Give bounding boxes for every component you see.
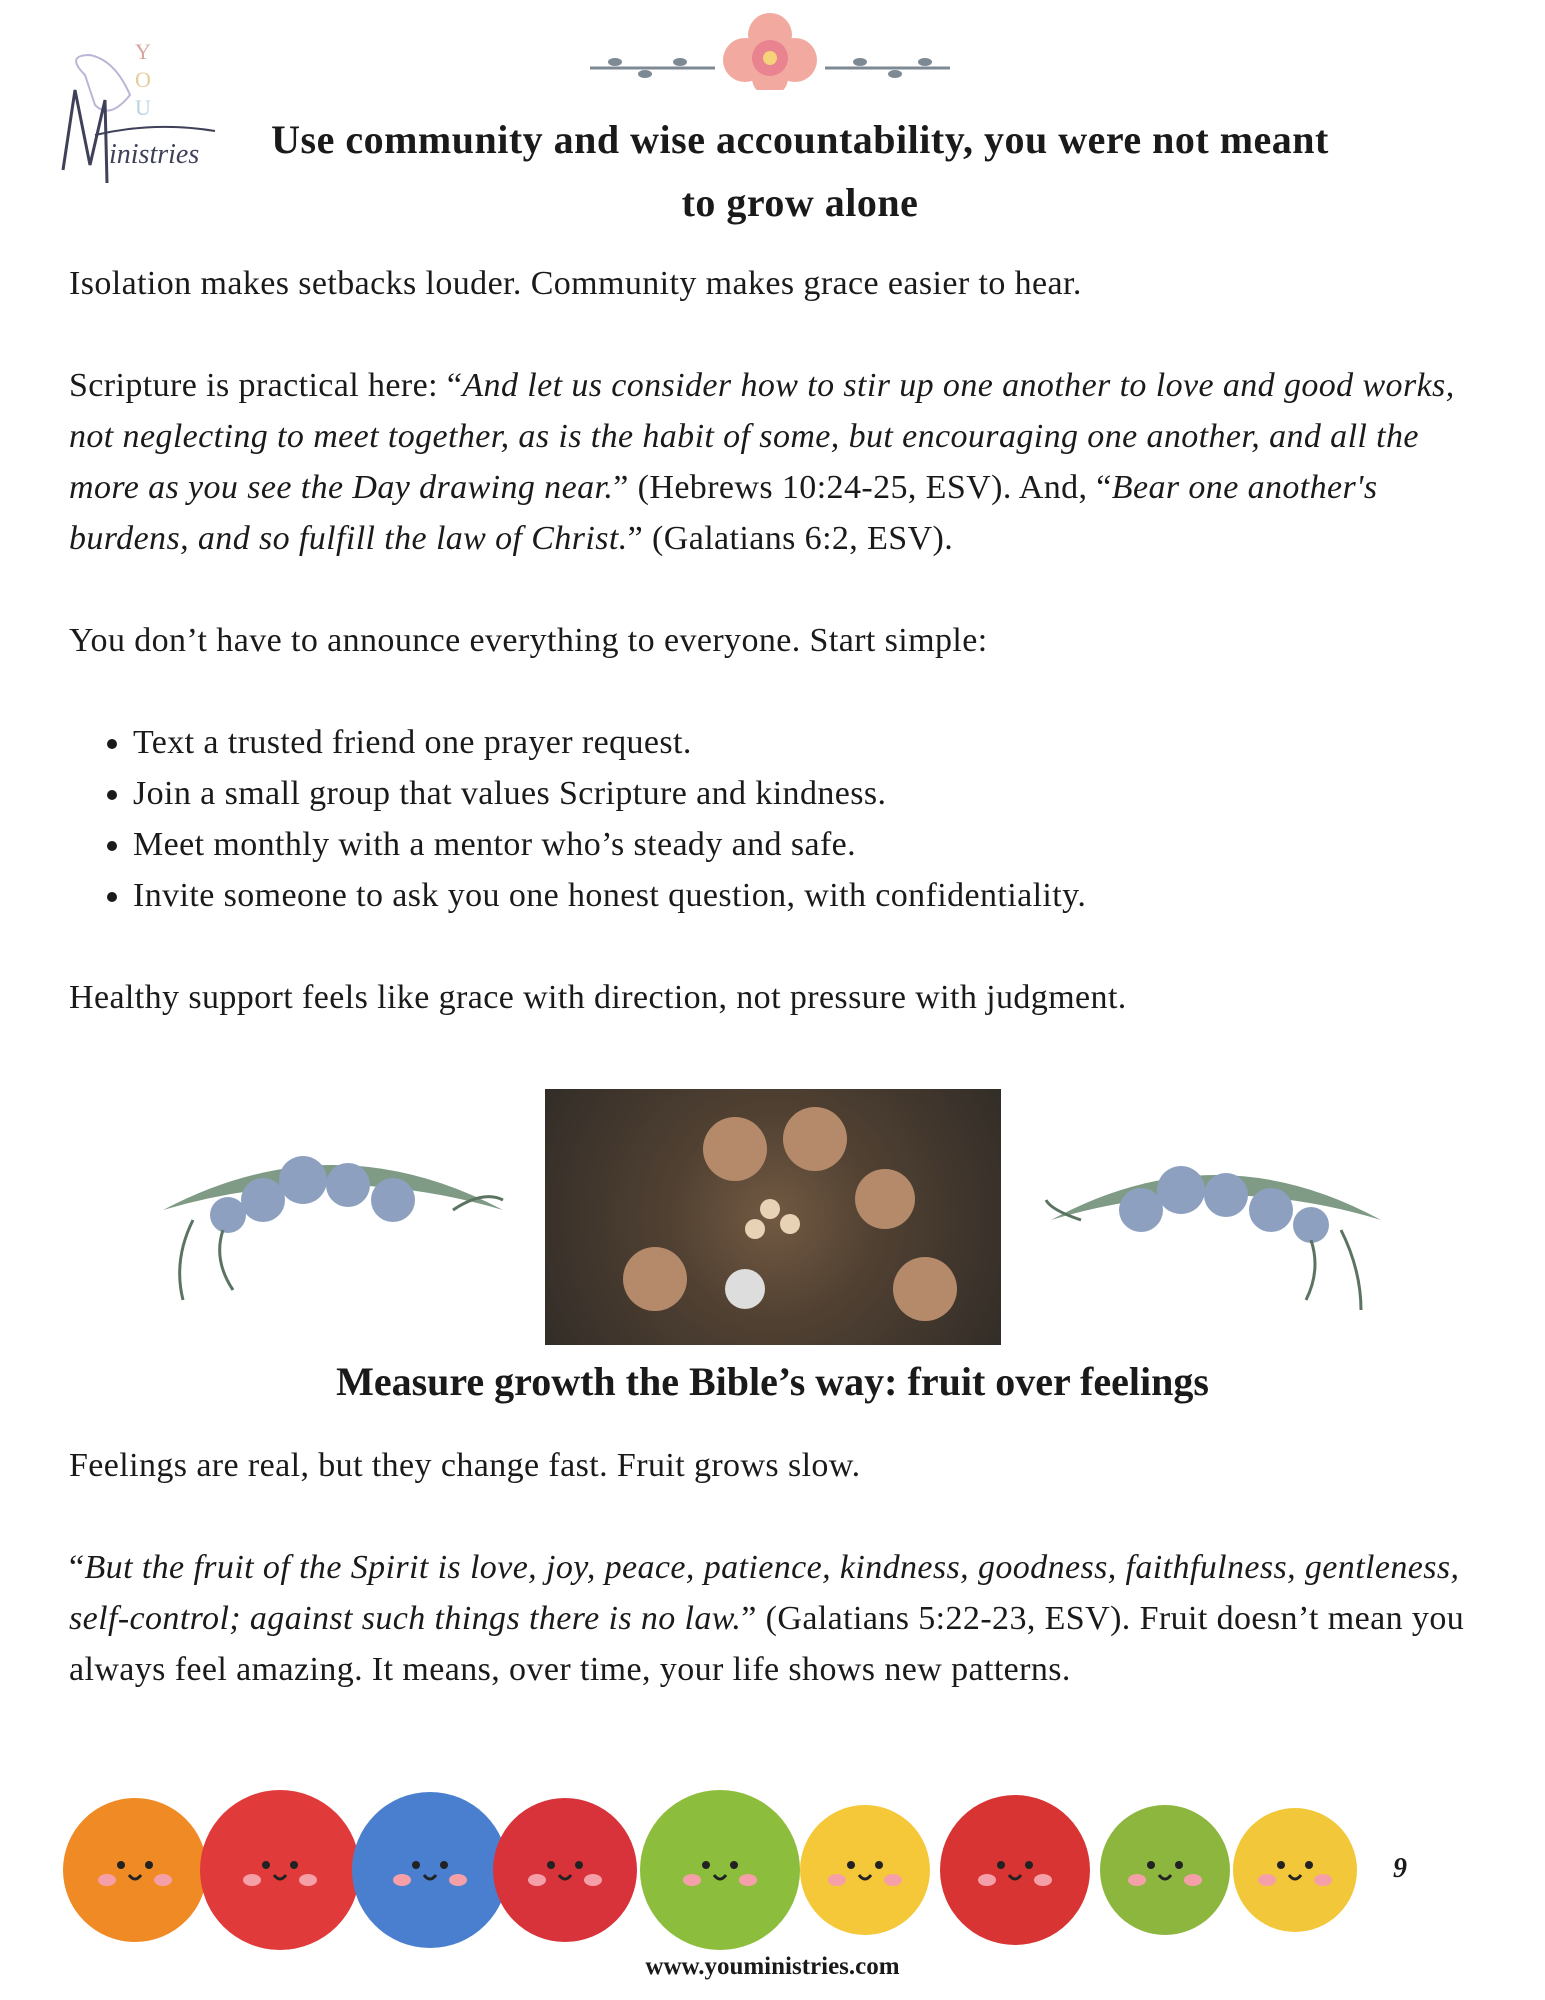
list-item: • Meet monthly with a mentor who’s steady and safe. [133,819,1469,870]
text: ” (Galatians 5:22-23, ESV). Fruit doesn’t mean you always feel amazing. It means, over time, your life shows new patterns. [69,1600,1465,1688]
section-heading: Measure growth the Bible’s way: fruit over feelings [336,1359,1209,1404]
section-community [69,258,1469,1023]
banana-icon [800,1805,930,1935]
svg-text:U: U [135,95,151,120]
logo-letters [135,39,151,120]
flower-ornament [585,10,955,90]
logo [55,35,245,185]
list-item: • Join a small group that values Scripture and kindness. [133,768,1469,819]
scripture-paragraph [69,1542,1469,1695]
text: Scripture is practical here: “ [69,367,463,404]
lemon-icon [1233,1808,1357,1932]
strawberry-icon [493,1798,637,1942]
women-toasting-photo [545,1089,1001,1345]
svg-text:Y: Y [135,39,151,64]
text: ” (Galatians 6:2, ESV). [627,520,954,557]
website-link[interactable]: www.youministries.com [645,1953,900,1980]
page-number: 9 [1393,1853,1407,1884]
galatians-quote: Bear one another's burdens, and so fulfill the law of Christ. [69,469,1378,557]
blueberry-icon [352,1792,508,1948]
pear-icon [1100,1805,1230,1935]
orange-icon [63,1798,207,1942]
hebrews-quote: And let us consider how to stir up one another to love and good works, not neglecting to meet together, as is the habit of some, but encouraging one another, and all the more as you see the Day drawing near. [69,367,1455,506]
fruit-illustration-row [55,1745,1375,1950]
paragraph: Healthy support feels like grace with direction, not pressure with judgment. [69,979,1127,1016]
floral-right [1041,1140,1391,1315]
svg-text:O: O [135,67,151,92]
list-item: • Invite someone to ask you one honest question, with confidentiality. [133,870,1469,921]
text: “ [69,1549,85,1586]
text: ” (Hebrews 10:24-25, ESV). And, “ [613,469,1112,506]
scripture-paragraph [69,360,1469,564]
kiwi-icon [640,1790,800,1950]
bullet-list [69,717,1469,921]
galatians-quote: But the fruit of the Spirit is love, joy, peace, patience, kindness, goodness, faithfulness, gentleness, self-control; against such things there is no law. [69,1549,1460,1637]
apple-icon [940,1795,1090,1945]
paragraph: You don’t have to announce everything to everyone. Start simple: [69,622,988,659]
svg-text:inistries: inistries [109,139,200,170]
paragraph: Isolation makes setbacks louder. Community makes grace easier to hear. [69,265,1082,302]
watermelon-icon [200,1790,360,1950]
list-item: • Text a trusted friend one prayer request. [133,717,1469,768]
floral-left [153,1130,513,1305]
paragraph: Feelings are real, but they change fast. Fruit grows slow. [69,1447,861,1484]
page-title: Use community and wise accountability, you were not meant to grow alone [271,117,1329,225]
section-fruit [69,1440,1469,1695]
